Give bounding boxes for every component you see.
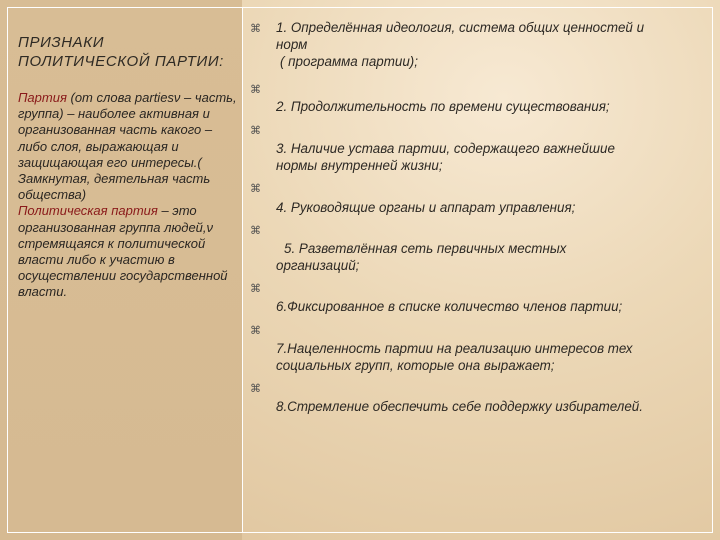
list-item xyxy=(276,240,696,274)
definition-term-political-party: Политическая партия xyxy=(18,203,158,219)
list-item xyxy=(276,19,696,70)
slide-title xyxy=(18,33,238,71)
title-line-1: ПРИЗНАКИ xyxy=(18,34,105,51)
item-line: ( программа партии); xyxy=(280,54,418,69)
item-line: 7.Нацеленность партии на реализацию интересов тех xyxy=(276,341,633,356)
item-line: 1. Определённая идеология, система общих ценностей и xyxy=(276,20,645,35)
list-item xyxy=(276,298,696,315)
definition-text-party: (от слова partiesν – часть, группа) – наиболее активная и организованная часть какого – либо слоя, выражающая и защищающая его интересы.( Замкнутая, деятельная часть общества) xyxy=(18,90,237,203)
definition-term-party: Партия xyxy=(18,90,67,105)
bullet-icon: ⌘ xyxy=(250,22,261,35)
bullet-icon: ⌘ xyxy=(250,382,261,395)
list-item xyxy=(276,98,696,115)
item-line: организаций; xyxy=(276,258,360,273)
bullet-icon: ⌘ xyxy=(250,324,261,337)
list-item xyxy=(276,340,696,374)
bullet-icon: ⌘ xyxy=(250,182,261,195)
panel-divider xyxy=(242,7,243,533)
item-line: 6.Фиксированное в списке количество членов партии; xyxy=(276,299,623,314)
list-item xyxy=(276,140,696,174)
list-item xyxy=(276,199,696,216)
item-line: 5. Разветвлённая сеть первичных местных xyxy=(284,241,567,256)
definitions-text xyxy=(18,90,238,301)
item-line: 3. Наличие устава партии, содержащего важнейшие xyxy=(276,141,615,156)
item-line: 4. Руководящие органы и аппарат управления; xyxy=(276,200,576,215)
item-line: нормы внутренней жизни; xyxy=(276,158,443,173)
item-line: 8.Стремление обеспечить себе поддержку избирателей. xyxy=(276,399,643,414)
list-item xyxy=(276,398,696,415)
item-line: норм xyxy=(276,37,308,52)
bullet-icon: ⌘ xyxy=(250,83,261,96)
bullet-icon: ⌘ xyxy=(250,224,261,237)
title-line-2: ПОЛИТИЧЕСКОЙ ПАРТИИ: xyxy=(18,53,224,70)
item-line: 2. Продолжительность по времени существования; xyxy=(276,99,610,114)
definition-text-political-party: – это организованная группа людей,ν стремящаяся к политической власти либо к участию в осуществлении государственной власти. xyxy=(18,203,228,300)
bullet-icon: ⌘ xyxy=(250,124,261,137)
bullet-icon: ⌘ xyxy=(250,282,261,295)
item-line: социальных групп, которые она выражает; xyxy=(276,358,555,373)
